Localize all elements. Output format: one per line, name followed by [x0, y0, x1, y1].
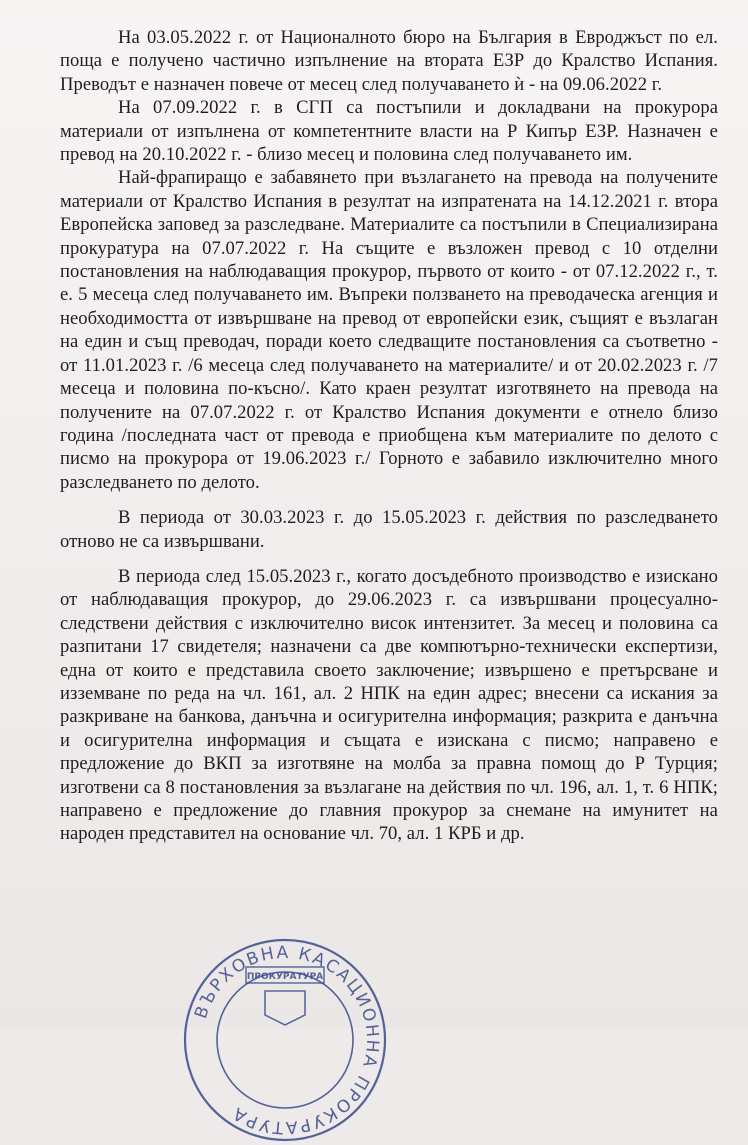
document-body: [60, 26, 718, 846]
paragraph-1: На 03.05.2022 г. от Националното бюро на България в Евроджъст по ел. поща е получено частично изпълнение на втората ЕЗР до Кралство Испания. Преводът е назначен повече от месец след получаването ѝ - на 09.06.2022 г.: [60, 27, 718, 95]
paragraph-5: В периода след 15.05.2023 г., когато досъдебното производство е изискано от наблюдаващия прокурор, до 29.06.2023 г. са извършвани процесуално-следствени действия с изключително висок интензитет. За месец и половина са разпитани 17 свидетеля; назначени са две компютърно-технически експертизи, една от които е представила своето заключение; извършено е претърсване и изземване по реда на чл. 161, ал. 2 НПК на един адрес; внесени са искания за разкриване на банкова, данъчна и осигурителна информация; разкрита е данъчна и осигурителна информация и същата е изискана с писмо; направено е предложение до ВКП за изготвяне на молба за правна помощ до Р Турция; изготвени са 8 постановления за възлагане на действия по чл. 196, ал. 1, т. 6 НПК; направено е предложение до главния прокурор за снемане на имунитет на народен представител на основание чл. 70, ал. 1 КРБ и др.: [60, 565, 718, 845]
paragraph-2: На 07.09.2022 г. в СГП са постъпили и докладвани на прокурора материали от изпълнена от компетентните власти на Р Кипър ЕЗР. Назначен е превод на 20.10.2022 г. - близо месец и половина след получаването им.: [60, 97, 718, 166]
paragraph-3: Най-фрапиращо е забавянето при възлагането на превода на получените материали от Кралство Испания в резултат на изпратената на 14.12.2021 г. втора Европейска заповед за разследване. Материалите са постъпили в Специализирана прокуратура на 07.07.2022 г. На същите е възложен превод с 10 отделни постановления на наблюдаващия прокурор, първото от които - от 07.12.2022 г., т. е. 5 месеца след получаването им. Въпреки ползването на преводаческа агенция и необходимостта от извършване на превод от европейски език, същият е възлаган на един и същ преводач, поради което следващите постановления са съответно - от 11.01.2023 г. /6 месеца след получаването на материалите/ и от 20.02.2023 г. /7 месеца и половина по-късно/. Като краен резултат изготвянето на превода на получените на 07.07.2022 г. от Кралство Испания документи е отнело близо година /последната част от превода е приобщена към материалите по делото с писмо на прокурора от 19.06.2023 г./ Горното е забавило изключително много разследването по делото.: [60, 167, 718, 493]
svg-text:ПРОКУРАТУРА: ПРОКУРАТУРА: [246, 972, 324, 982]
svg-text:ВЪРХОВНА КАСАЦИОННА ПРОКУРАТУР: ВЪРХОВНА КАСАЦИОННА ПРОКУРАТУРА: [191, 942, 383, 1138]
prosecutor-stamp-seal: [180, 935, 390, 1145]
paragraph-4: В периода от 30.03.2023 г. до 15.05.2023 г. действия по разследването отново не са извършвани.: [60, 507, 718, 552]
